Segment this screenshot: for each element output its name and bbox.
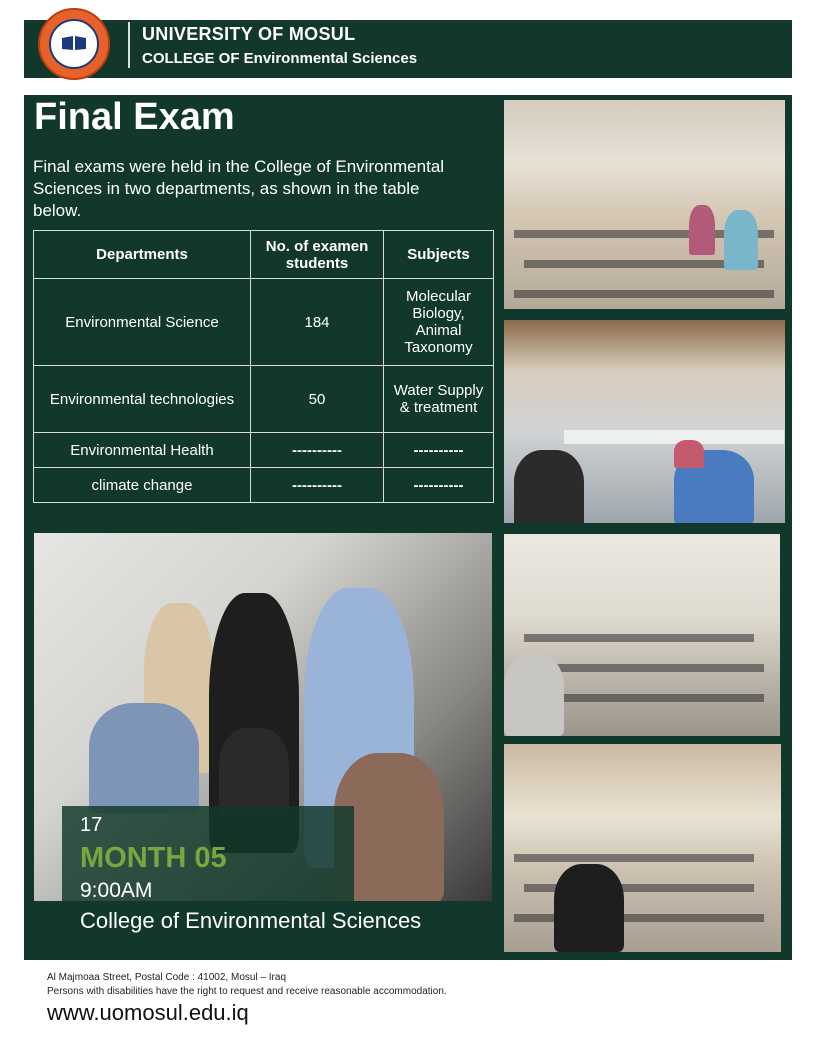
exam-table	[33, 230, 494, 503]
event-month: MONTH 05	[80, 842, 227, 874]
table-row	[34, 366, 494, 433]
subjects-cell: Molecular Biology, Animal Taxonomy	[384, 279, 494, 366]
header-bar	[24, 20, 792, 78]
table-header-row	[34, 231, 494, 279]
university-logo-icon	[38, 8, 110, 80]
subjects-cell: ----------	[384, 433, 494, 468]
column-header-subjects: Subjects	[384, 231, 494, 279]
department-cell: Environmental technologies	[34, 366, 251, 433]
department-cell: Environmental Health	[34, 433, 251, 468]
event-time: 9:00AM	[80, 879, 153, 902]
department-cell: climate change	[34, 468, 251, 503]
header-divider	[128, 22, 130, 68]
department-cell: Environmental Science	[34, 279, 251, 366]
exam-lab-photo	[504, 320, 785, 523]
students-cell: ----------	[251, 468, 384, 503]
subjects-cell: ----------	[384, 468, 494, 503]
event-place: College of Environmental Sciences	[80, 908, 422, 933]
exam-hall-photo-1	[504, 100, 785, 309]
intro-text: Final exams were held in the College of Environmental Sciences in two departments, as shown in the table below.	[33, 157, 445, 220]
column-header-students: No. of examen students	[251, 231, 384, 279]
footer-website-link[interactable]: www.uomosul.edu.iq	[47, 1000, 249, 1025]
footer-address: Al Majmoaa Street, Postal Code : 41002, Mosul – Iraq	[47, 972, 287, 983]
event-day: 17	[80, 814, 103, 836]
subjects-cell: Water Supply & treatment	[384, 366, 494, 433]
college-name: COLLEGE OF Environmental Sciences	[142, 50, 418, 67]
footer-accessibility: Persons with disabilities have the right to request and receive reasonable accommodation.	[47, 986, 447, 997]
book-icon	[61, 35, 87, 51]
table-row	[34, 433, 494, 468]
students-cell: 184	[251, 279, 384, 366]
students-cell: 50	[251, 366, 384, 433]
table-row	[34, 468, 494, 503]
university-name: UNIVERSITY OF MOSUL	[142, 24, 356, 44]
exam-hall-photo-2	[504, 534, 780, 736]
students-cell: ----------	[251, 433, 384, 468]
table-row	[34, 279, 494, 366]
column-header-departments: Departments	[34, 231, 251, 279]
exam-hall-photo-3	[504, 744, 781, 952]
page-title: Final Exam	[34, 96, 235, 138]
